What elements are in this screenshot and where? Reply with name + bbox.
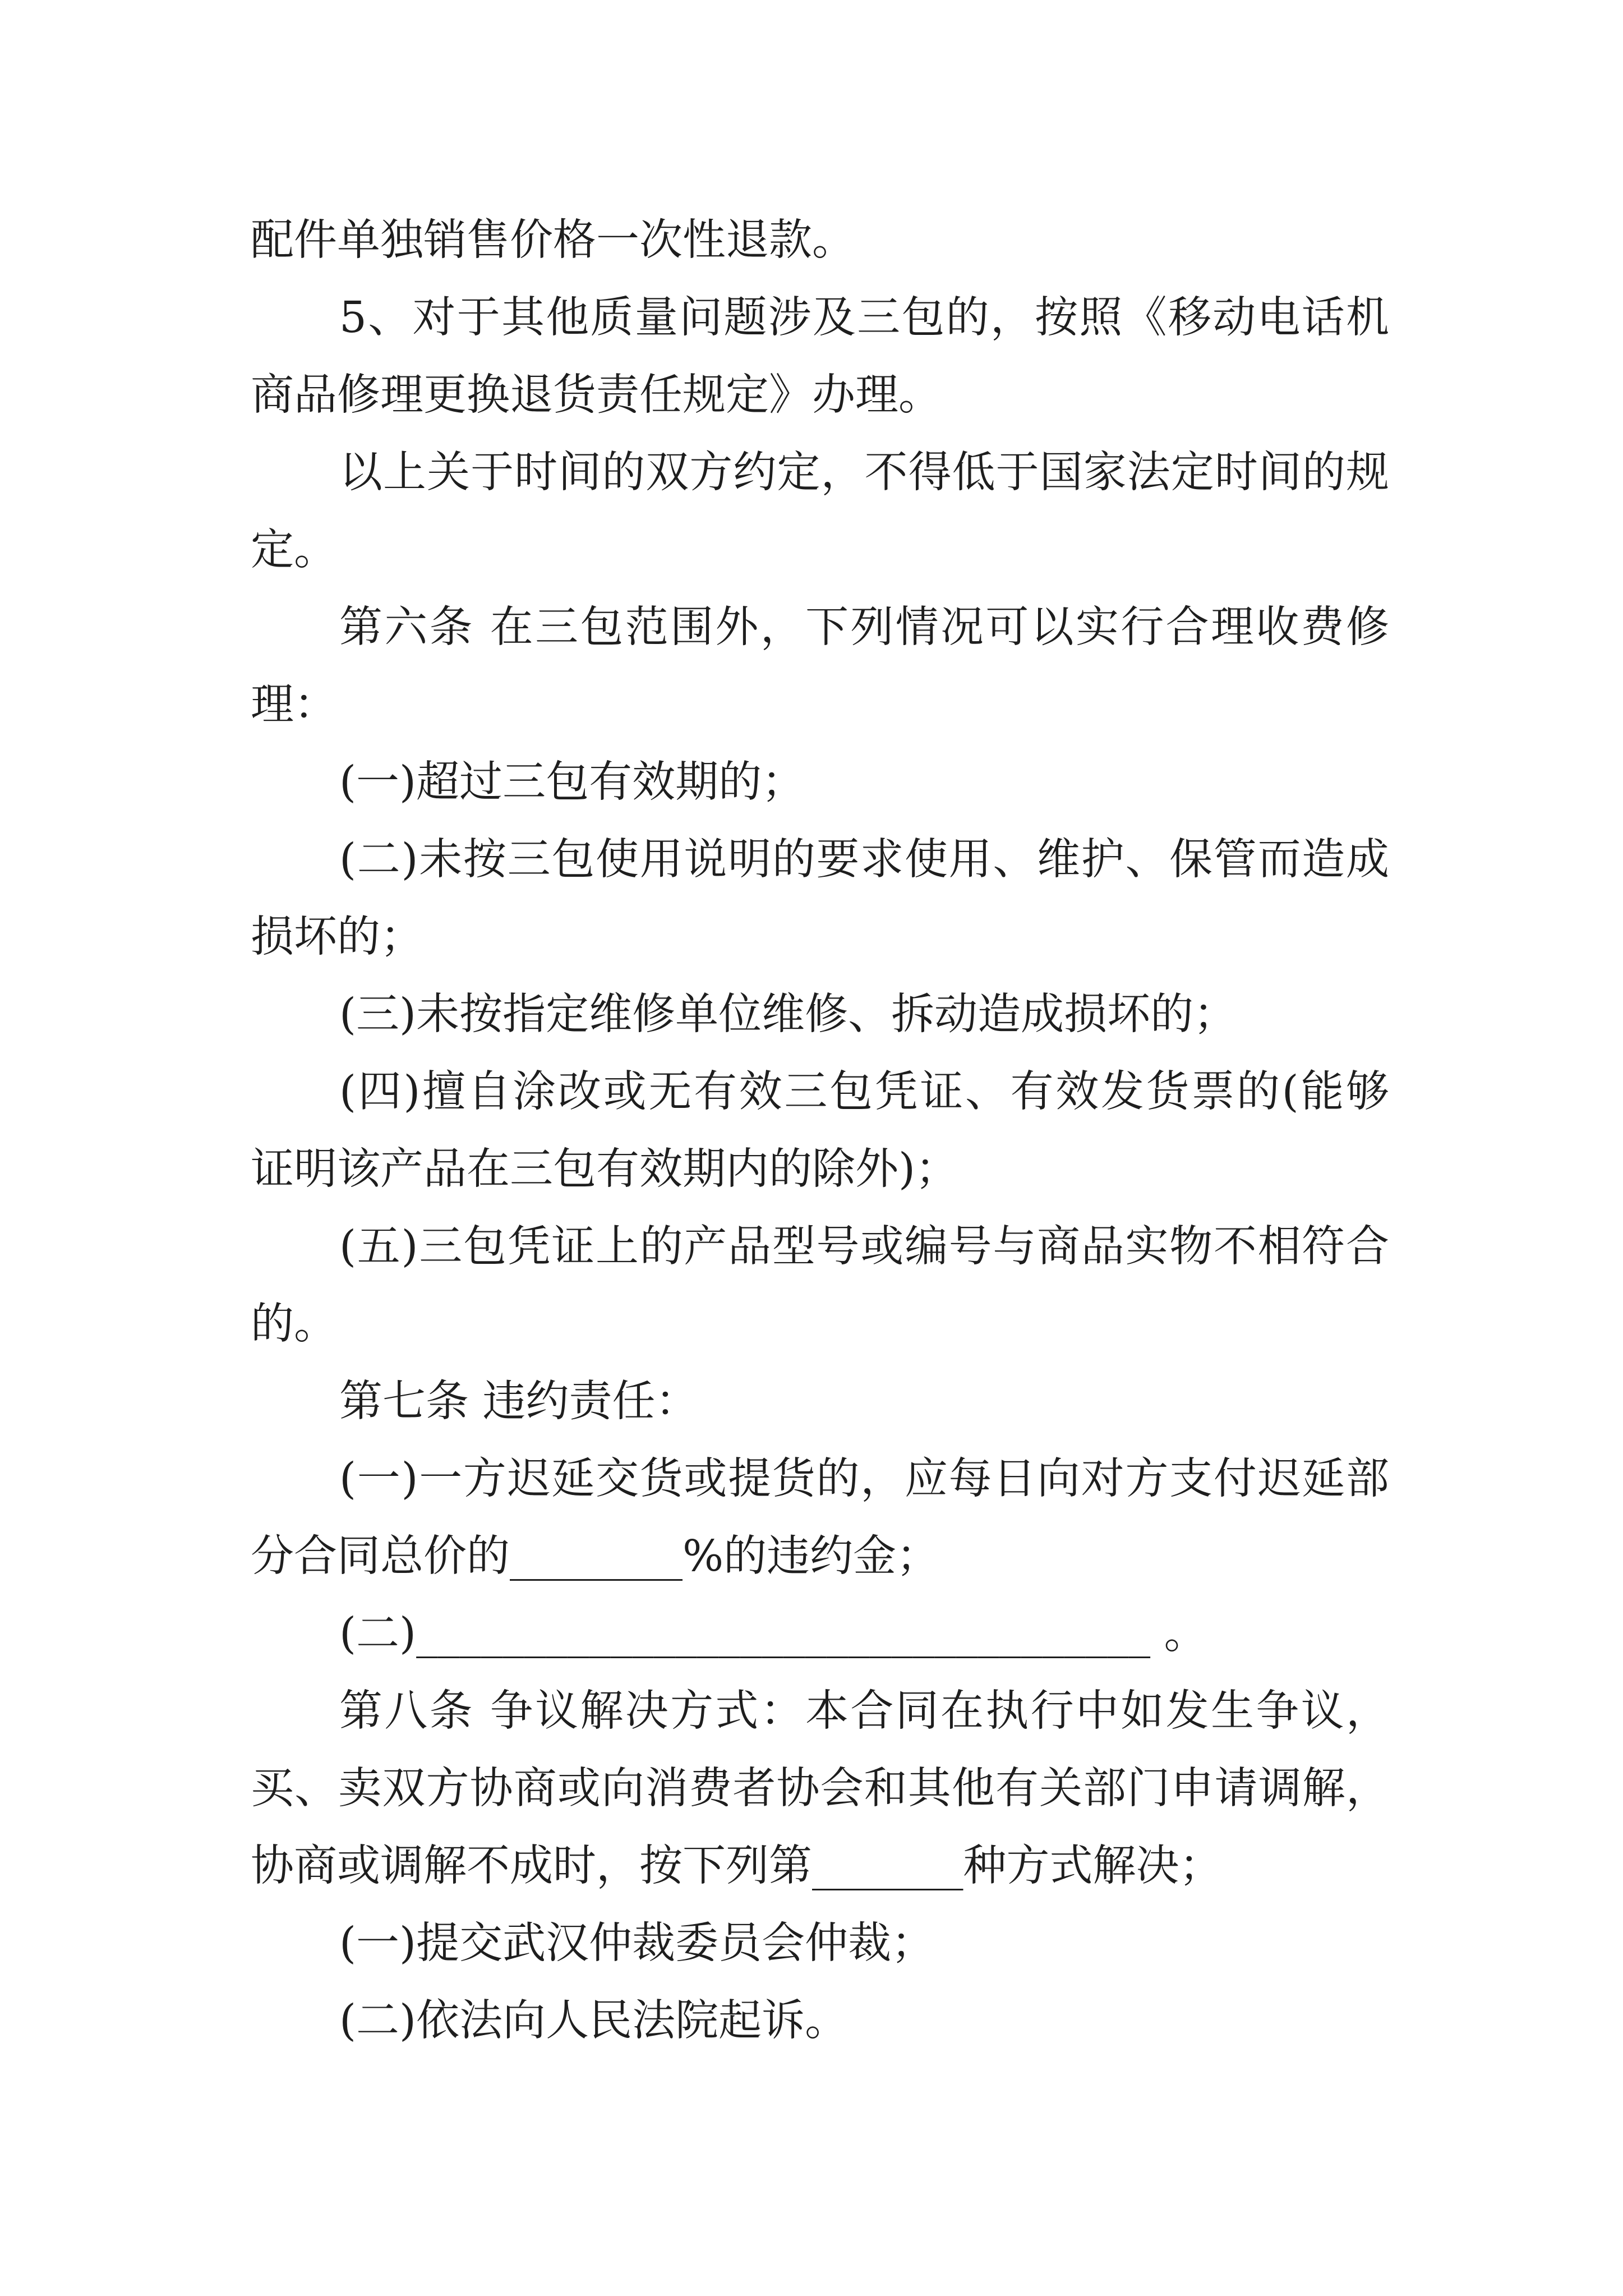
text-line: (一)超过三包有效期的； xyxy=(339,757,805,807)
item-5-paragraph xyxy=(251,279,1389,434)
article-6-item-1 xyxy=(251,744,1389,821)
article-8-item-1 xyxy=(251,1905,1389,1982)
time-agreement-paragraph xyxy=(251,434,1389,589)
text-line: (二)未按三包使用说明的要求使用、维护、保管而造成 xyxy=(339,835,1389,885)
article-8-item-2 xyxy=(251,1982,1389,2060)
text-line-with-blank: 分合同总价的________%的违约金； xyxy=(251,1531,940,1581)
text-line: 理： xyxy=(251,680,337,730)
text-line: 第八条 争议解决方式：本合同在执行中如发生争议， xyxy=(339,1686,1389,1736)
text-line: 以上关于时间的双方约定，不得低于国家法定时间的规 xyxy=(339,448,1389,498)
text-line: 买、卖双方协商或向消费者协会和其他有关部门申请调解， xyxy=(251,1764,1389,1814)
text-line: 第七条 违约责任： xyxy=(339,1377,699,1427)
article-6-item-3 xyxy=(251,976,1389,1053)
text-line: 第六条 在三包范围外，下列情况可以实行合理收费修 xyxy=(339,602,1389,652)
refund-clause-continuation xyxy=(251,202,1389,279)
text-line: (一)提交武汉仲裁委员会仲裁； xyxy=(339,1918,935,1968)
text-line: (一)一方迟延交货或提货的，应每日向对方支付迟延部 xyxy=(339,1454,1389,1504)
text-line: 损坏的； xyxy=(251,912,423,962)
text-line-with-blank: (二)__________________________________ 。 xyxy=(339,1609,1207,1659)
text-line: (四)擅自涂改或无有效三包凭证、有效发货票的(能够 xyxy=(339,1067,1389,1117)
article-8-paragraph xyxy=(251,1673,1389,1905)
text-line: 5、对于其他质量问题涉及三包的，按照《移动电话机 xyxy=(339,293,1389,343)
article-7-item-1 xyxy=(251,1441,1389,1595)
text-line: (三)未按指定维修单位维修、拆动造成损坏的； xyxy=(339,990,1237,1039)
article-7-heading xyxy=(251,1363,1389,1441)
article-6-heading xyxy=(251,589,1389,744)
text-line: 配件单独销售价格一次性退款。 xyxy=(251,215,855,265)
contract-text xyxy=(251,202,1389,2060)
text-line: 商品修理更换退货责任规定》办理。 xyxy=(251,370,942,420)
text-line: (五)三包凭证上的产品型号或编号与商品实物不相符合 xyxy=(339,1222,1389,1272)
text-line: 定。 xyxy=(251,525,337,575)
article-6-item-4 xyxy=(251,1053,1389,1208)
article-6-item-2 xyxy=(251,821,1389,976)
article-7-item-2 xyxy=(251,1595,1389,1673)
text-line: 的。 xyxy=(251,1299,337,1349)
text-line: (二)依法向人民法院起诉。 xyxy=(339,1996,849,2046)
text-line: 证明该产品在三包有效期内的除外)； xyxy=(251,1144,959,1194)
article-6-item-5 xyxy=(251,1208,1389,1363)
text-line-with-blank: 协商或调解不成时，按下列第_______种方式解决； xyxy=(251,1841,1223,1891)
